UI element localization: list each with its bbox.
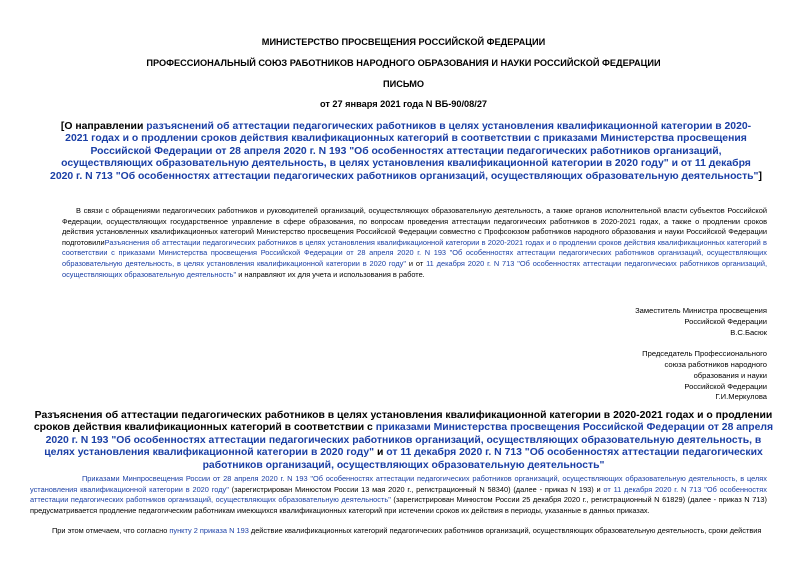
intro-paragraph [62, 206, 767, 280]
union-heading: ПРОФЕССИОНАЛЬНЫЙ СОЮЗ РАБОТНИКОВ НАРОДНОГО ОБРАЗОВАНИЯ И НАУКИ РОССИЙСКОЙ ФЕДЕРАЦИИ [146, 58, 661, 68]
signer1-position-1: Заместитель Министра просвещения [635, 306, 767, 315]
section-link-order-193[interactable]: приказами Министерства просвещения Российской Федерации от 28 апреля 2020 г. N 193 "Об особенностях аттестации педагогических работников организаций, осуществляющих образовательную деятельность, в целях установления квалификационной категории в 2020 году" [44, 422, 774, 459]
letter-subject [50, 121, 762, 183]
paragraph-extension [30, 474, 767, 516]
signer2-name: Г.И.Меркулова [715, 392, 767, 402]
signer2-position-1: Председатель Профессионального [642, 349, 767, 359]
intro-link-clarifications[interactable]: Разъяснения об аттестации педагогических работников в целях установления квалификационной категории в 2020-2021 годах и о продлении сроков действия квалификационных категорий в соответствии с [62, 237, 767, 258]
signer2-position-3: образования и науки [693, 370, 767, 380]
para3-text-2: действие квалификационных категорий педагогических работников организаций, осуществляющих образовательную деятельность, сроки действия [248, 526, 762, 535]
para3-text-1: При этом отмечаем, что согласно [52, 526, 170, 535]
intro-text-1: В связи с обращениями педагогических работников и руководителей организаций, осуществляющих образовательную деятельность, а также органов исполнительной власти субъектов Российской Федерации, осуществляющих государственное управление в сфере образования, по вопросам проведения аттестации педагогических работников в 2020-2021 годах, а также о продлении сроков действия установленных квалификационных категорий Министерство просвещения Российской Федерации совместно с Профсоюзом работников народного образования и науки Российской Федерации подготовили [62, 206, 767, 247]
ministry-heading: МИНИСТЕРСТВО ПРОСВЕЩЕНИЯ РОССИЙСКОЙ ФЕДЕРАЦИИ [261, 37, 546, 47]
signer1-position-2: Российской Федерации [684, 316, 767, 326]
subject-close: ] [758, 170, 762, 182]
signature-block [597, 306, 767, 403]
section-heading-text-1: Разъяснения об аттестации педагогических работников в целях установления квалификационной категории в 2020-2021 годах и о продлении сроков действия квалификационных категорий в соответствии с [33, 410, 773, 434]
intro-link-order-713[interactable]: 11 декабря 2020 г. N 713 "Об особенностях аттестации педагогических работников организаций, осуществляющих образовательную деятельность" [62, 258, 767, 279]
intro-text-2: и от [405, 258, 427, 268]
signer2-position-4: Российской Федерации [684, 381, 767, 391]
para2-link-order-713[interactable]: от 11 декабря 2020 г. N 713 "Об особенностях аттестации педагогических работников организаций, осуществляющих образовательную деятельность" [30, 484, 767, 505]
signer2-position-2: союза работников народного [664, 359, 767, 369]
signature-spacer [597, 338, 767, 349]
doc-date-heading: от 27 января 2021 года N ВБ-90/08/27 [319, 99, 488, 109]
paragraph-note [30, 526, 767, 538]
intro-link-order-193[interactable]: приказами Министерства просвещения Российской Федерации от 28 апреля 2020 г. N 193 "Об особенностях аттестации педагогических работников организаций, осуществляющих образовательную деятельность, в целях установления квалификационной категории в 2020 году" [62, 248, 767, 268]
subject-link[interactable]: разъяснений об аттестации педагогических работников в целях установления квалификационной категории в 2020-2021 годах и о продлении сроков действия квалификационных категорий в соответствии с приказами Министерства просвещения Российской Федерации от 28 апреля 2020 г. N 193 "Об особенностях аттестации педагогических работников организаций, осуществляющих образовательную деятельность, в целях установления квалификационной категории в 2020 году" и от 11 декабря 2020 г. N 713 "Об особенностях аттестации педагогических работников организаций, осуществляющих образовательную деятельность" [50, 121, 759, 182]
intro-text-3: и направляют их для учета и использования в работе. [236, 269, 425, 279]
section-link-order-713[interactable]: от 11 декабря 2020 г. N 713 "Об особенностях аттестации педагогических работников организаций, осуществляющих образовательную деятельность" [202, 447, 763, 471]
para2-text-1: (зарегистрирован Минюстом России 13 мая 2020 г., регистрационный N 58340) (далее - приказ N 193) и [228, 484, 604, 494]
section-heading-text-2: и [374, 447, 387, 459]
section-heading [30, 410, 777, 472]
para2-link-order-193[interactable]: Приказами Минпросвещения России от 28 апреля 2020 г. N 193 "Об особенностях аттестации педагогических работников организаций, осуществляющих образовательную деятельность, в целях установления квалификационной категории в 2020 году" [30, 474, 767, 494]
signer1-name: В.С.Басюк [730, 327, 767, 337]
subject-open: [О направлении [60, 121, 147, 132]
para2-text-2: (зарегистрирован Минюстом России 25 декабря 2020 г., регистрационный N 61829) (далее - приказ N 713) предусматривается продление педагогическим работникам имеющихся квалификационных категорий при истечении сроков их действия в периоды, указанные в данных приказах. [30, 495, 767, 515]
doc-type-heading: ПИСЬМО [382, 79, 425, 89]
para3-link-clause-2[interactable]: пункту 2 приказа N 193 [169, 526, 249, 535]
